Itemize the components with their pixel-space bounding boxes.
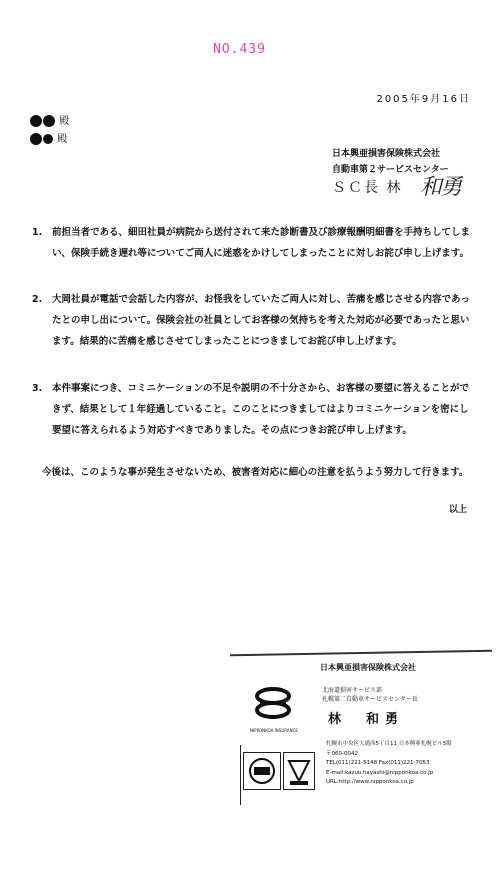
item-text: 本件事案につき、コミニケーションの不足や説明の不十分さから、お客様の要望に答えることができず、結果として１年経過していること。このことにつきましてはよりコミニケーションを密にし要望に答えられるよう対応すべきでありました。その点につきお詫び申し上げます。: [52, 383, 470, 436]
item-number: 2.: [32, 294, 43, 305]
recipient-honorific: 殿: [57, 134, 68, 145]
recipient-line-1: [30, 112, 69, 127]
item-number: 3.: [32, 383, 43, 394]
letter-date: 2005年9月16日: [376, 94, 471, 105]
item-text: 大岡社員が電話で会話した内容が、お怪我をしていたご両人に対し、苦痛を感じさせる内容であったとの申し出について。保険会社の社員としてお客様の気持ちを考えた対応が必要であったと思います。結果的に苦痛を感じさせてしまったことにつきましてお詫び申し上げます。: [52, 294, 470, 347]
iso-mark-icon-svg: [284, 753, 314, 789]
item-number: 1.: [32, 227, 43, 238]
certification-mark-icon-svg: [244, 753, 280, 789]
card-address: 札幌市中央区大通西5丁目11 日本興亜札幌ビル5階 〒060-0042 TEL(011)221-5148 Fax(011)221-7053 E-mail:kazuo.hayashi@nipponkoa.co.jp URL:http://www.nipponkoa.co.jp: [326, 741, 452, 785]
item-text: 前担当者である、細田社員が病院から送付されて来た診断書及び診療報酬明細書を手持ちしてしまい、保険手続き遅れ等についてご両人に迷惑をかけしてしまったことに対しお詫び申し上げます。: [52, 227, 471, 259]
card-top-rule: [230, 650, 492, 657]
recipient-honorific: 殿: [59, 116, 70, 127]
iso-mark-icon: [283, 752, 315, 790]
company-logo: [250, 686, 296, 736]
certification-mark-icon: [243, 752, 281, 790]
logo-caption: NIPPONKOA INSURANCE: [250, 728, 298, 733]
closing-paragraph: 今後は、このような事が発生させないため、被害者対応に細心の注意を払うよう努力して行きます。: [42, 467, 469, 478]
redaction-mark: [30, 115, 42, 127]
ijou-end-mark: 以上: [448, 505, 467, 515]
recipient-line-2: [30, 130, 67, 145]
card-department: 北海道損害サービス部 札幌第二自動車サービスセンター長: [322, 687, 418, 703]
card-name: 林 和勇: [328, 712, 405, 727]
sender-title-name: ＳＣ長 林: [332, 180, 403, 196]
document-number-stamp: NO.439: [213, 42, 266, 57]
apology-item-1: [32, 222, 472, 264]
redaction-mark: [43, 134, 53, 144]
apology-item-3: [32, 378, 472, 441]
sender-department: 自動車第２サービスセンター: [332, 165, 449, 175]
handwritten-signature: 和勇: [420, 175, 461, 200]
redaction-mark: [43, 115, 55, 127]
sender-company: 日本興亜損害保険株式会社: [332, 149, 441, 159]
card-company: 日本興亜損害保険株式会社: [320, 663, 416, 672]
apology-item-2: [32, 289, 472, 352]
redaction-mark: [30, 133, 42, 145]
card-divider: [240, 745, 241, 805]
